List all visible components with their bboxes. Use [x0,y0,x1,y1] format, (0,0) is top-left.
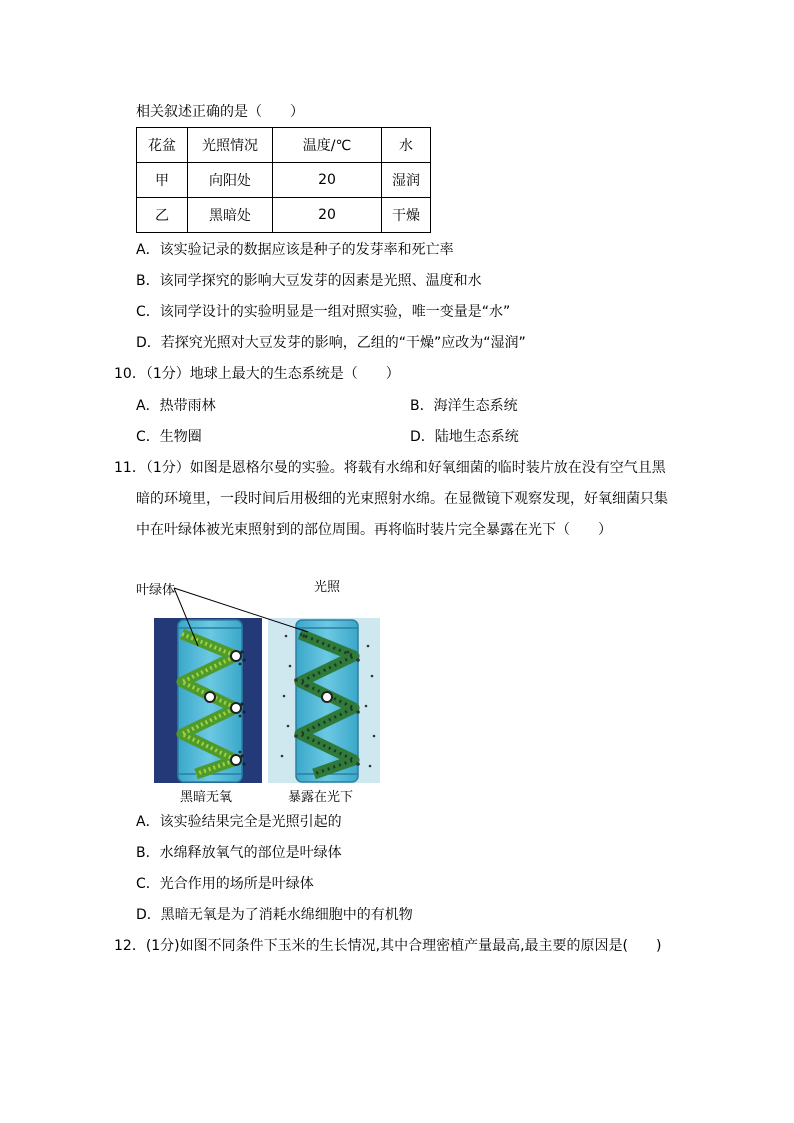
q11-option-a: A．该实验结果完全是光照引起的 [136,814,342,830]
table-cell: 湿润 [382,163,431,198]
q12-stem: 12．(1分)如图不同条件下玉米的生长情况,其中合理密植产量最高,最主要的原因是( ) [114,938,662,954]
q9-option-c: C．该同学设计的实验明显是一组对照实验，唯一变量是“水” [136,304,511,320]
table-cell: 干燥 [382,198,431,233]
table-cell: 乙 [137,198,188,233]
q10-option-b: B．海洋生态系统 [410,398,518,414]
q9-option-b: B．该同学探究的影响大豆发芽的因素是光照、温度和水 [136,273,482,289]
q11-option-d: D．黑暗无氧是为了消耗水绵细胞中的有机物 [136,907,413,923]
q11-option-c: C．光合作用的场所是叶绿体 [136,876,314,892]
table-header-cell: 水 [382,128,431,163]
q9-option-d: D．若探究光照对大豆发芽的影响，乙组的“干燥”应改为“湿润” [136,335,526,351]
table-header-cell: 温度/℃ [273,128,382,163]
q11-stem-line-3: 中在叶绿体被光束照射到的部位周围。再将临时装片完全暴露在光下（ ） [136,522,612,538]
q9-stem-tail: 相关叙述正确的是（ ） [136,104,304,120]
table-header-row [137,128,431,163]
table-cell: 黑暗处 [188,198,273,233]
spirogyra-illustration [136,576,386,806]
table-header-cell: 花盆 [137,128,188,163]
q10-option-a: A．热带雨林 [136,398,216,414]
q11-stem-line-2: 暗的环境里，一段时间后用极细的光束照射水绵。在显微镜下观察发现，好氧细菌只集 [136,491,668,507]
q10-option-d: D．陆地生态系统 [410,429,519,445]
table-cell: 20 [273,198,382,233]
q10-stem: 10．（1分）地球上最大的生态系统是（ ） [114,366,400,382]
caption-light: 暴露在光下 [288,790,354,805]
table-row [137,198,431,233]
table-row [137,163,431,198]
q9-data-table [136,127,431,233]
table-cell: 向阳处 [188,163,273,198]
q10-option-c: C．生物圈 [136,429,202,445]
q11-option-b: B．水绵释放氧气的部位是叶绿体 [136,845,342,861]
caption-dark: 黑暗无氧 [180,790,233,805]
table-cell: 甲 [137,163,188,198]
light-label: 光照 [314,580,341,595]
q9-option-a: A．该实验记录的数据应该是种子的发芽率和死亡率 [136,242,454,258]
engelmann-experiment-figure [136,576,386,806]
table-cell: 20 [273,163,382,198]
chloroplast-label: 叶绿体 [136,583,176,598]
q11-stem-line-1: 11．（1分）如图是恩格尔曼的实验。将载有水绵和好氧细菌的临时装片放在没有空气且黑 [114,460,666,476]
table-header-cell: 光照情况 [188,128,273,163]
